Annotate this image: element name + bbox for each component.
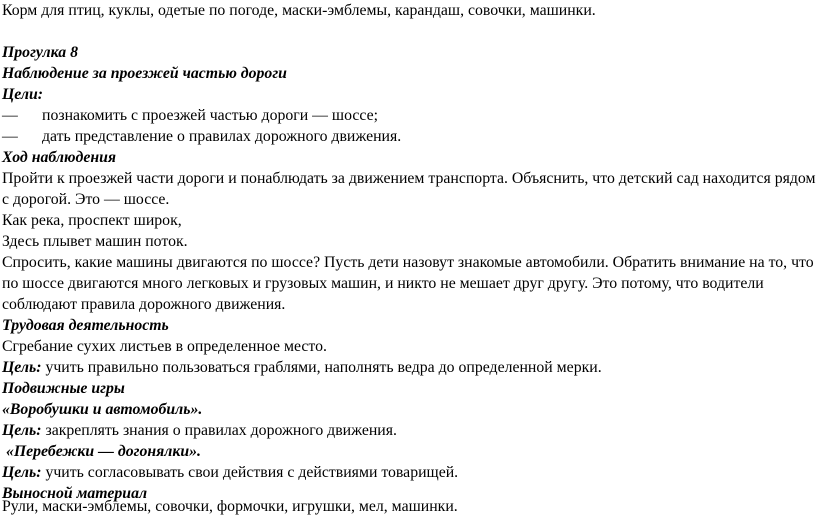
game2-goal-label: Цель: <box>2 464 42 481</box>
games-title: Подвижные игры <box>2 380 125 397</box>
material-title: Выносной материал <box>2 485 148 502</box>
walk-title: Прогулка 8 <box>2 44 78 61</box>
observation-title: Наблюдение за проезжей частью дороги <box>2 65 287 82</box>
game2-goal-text: учить согласовывать свои действия с действиями товарищей. <box>41 464 459 481</box>
progress-line: с дорогой. Это — шоссе. <box>2 191 170 208</box>
game1-goal-text: закреплять знания о правилах дорожного движения. <box>41 422 397 439</box>
game2-goal <box>2 462 458 483</box>
goal-dash: — <box>2 128 18 145</box>
poem-line: Как река, проспект широк, <box>2 212 182 229</box>
goal-text: дать представление о правилах дорожного движения. <box>42 128 402 145</box>
goal-dash: — <box>2 107 18 124</box>
goal-text: познакомить с проезжей частью дороги — шоссе; <box>42 107 378 124</box>
goals-label: Цели: <box>2 86 44 103</box>
game2-title: «Перебежки — догонялки». <box>2 443 201 460</box>
poem-line: Здесь плывет машин поток. <box>2 233 188 250</box>
labor-goal <box>2 357 602 378</box>
labor-goal-label: Цель: <box>2 359 42 376</box>
progress-line: Пройти к проезжей части дороги и понаблюдать за движением транспорта. Объяснить, что детский сад находится рядом <box>2 170 816 187</box>
question-line: соблюдают правила дорожного движения. <box>2 296 286 313</box>
labor-task: Сгребание сухих листьев в определенное место. <box>2 338 327 355</box>
question-line: по шоссе двигаются много легковых и грузовых машин, и никто не мешает друг другу. Это потому, что водители <box>2 275 764 292</box>
material-text: Рули, маски-эмблемы, совочки, формочки, игрушки, мел, машинки. <box>2 498 458 515</box>
game1-goal <box>2 420 397 441</box>
progress-title: Ход наблюдения <box>2 149 117 166</box>
intro-line: Корм для птиц, куклы, одетые по погоде, маски-эмблемы, карандаш, совочки, машинки. <box>2 2 596 19</box>
game1-goal-label: Цель: <box>2 422 42 439</box>
game1-title: «Воробушки и автомобиль». <box>2 401 203 418</box>
labor-title: Трудовая деятельность <box>2 317 169 334</box>
labor-goal-text: учить правильно пользоваться граблями, наполнять ведра до определенной мерки. <box>41 359 602 376</box>
question-line: Спросить, какие машины двигаются по шоссе? Пусть дети назовут знакомые автомобили. Обратить внимание на то, что <box>2 254 814 271</box>
